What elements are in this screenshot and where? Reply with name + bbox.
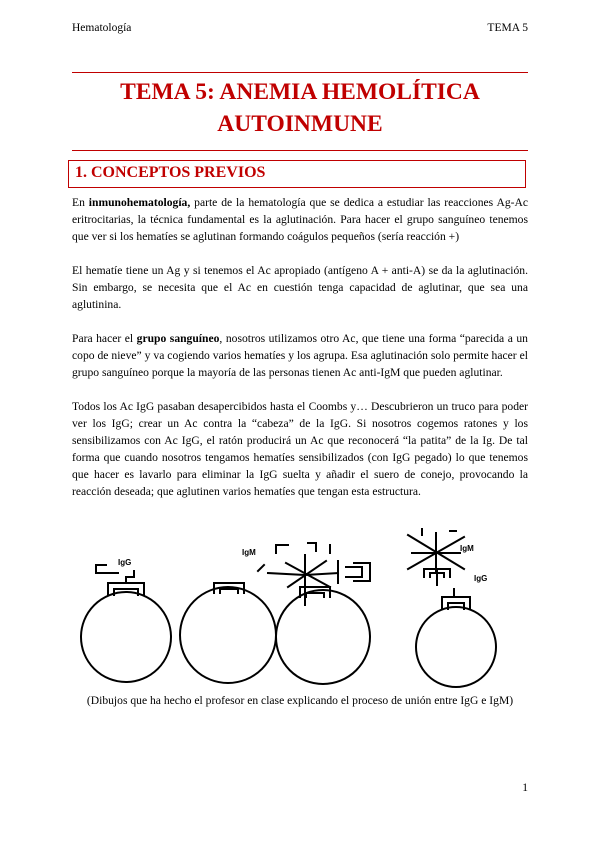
label-igm-3: IgM: [460, 544, 474, 553]
igg-antibody-3-upper: [424, 569, 450, 585]
figure-caption: (Dibujos que ha hecho el profesor en clase explicando el proceso de unión entre IgG e IgM): [86, 694, 514, 707]
igm-antibody-3: [408, 529, 464, 573]
running-header-left: Hematología: [72, 22, 132, 34]
red-cell-3: [416, 607, 496, 687]
p1-post: parte de la hematología que se dedica a estudiar las reacciones Ag-Ac eritrocitarias, la técnica fundamental es la aglutinación. Para hacer el grupo sanguíneo tenemos que ver si los hematíes se aglutinan formando coágulos pequeños (sería reacción +): [72, 196, 528, 243]
title-line-2: AUTOINMUNE: [217, 111, 383, 137]
igg-antibody-1: [96, 565, 144, 595]
red-cell-2b: [276, 590, 370, 684]
antibody-drawings-svg: [68, 525, 530, 690]
title-rule-top: [72, 72, 528, 73]
paragraph-1: [72, 194, 528, 245]
paragraph-2: El hematíe tiene un Ag y si tenemos el Ac apropiado (antígeno A + anti-A) se da la aglutinación. Sin embargo, se necesita que el Ac en cuestión tenga capacidad de aglutinar, que sea una aglutinina.: [72, 264, 528, 311]
red-cell-1: [81, 592, 171, 682]
p3-post: , nosotros utilizamos otro Ac, que tiene una forma “parecida a un copo de nieve” y va cogiendo varios hematíes y los agrupa. Esa aglutinación solo permite hacer el grupo sanguíneo porque la mayoría de las personas tienen Ac anti-IgM que pueden aglutinar.: [72, 332, 528, 379]
p3-bold-term: grupo sanguíneo: [136, 332, 220, 345]
section-heading-box: [68, 160, 526, 188]
title-line-1: TEMA 5: ANEMIA HEMOLÍTICA: [120, 79, 480, 105]
title-rule-bottom: [72, 150, 528, 151]
page-number: 1: [522, 782, 528, 794]
running-header-right: TEMA 5: [487, 22, 528, 34]
body-text: [72, 194, 528, 517]
page-title: [72, 76, 528, 140]
section-title: 1. CONCEPTOS PREVIOS: [75, 164, 266, 181]
label-igg-3: IgG: [474, 574, 488, 583]
antibody-drawings-figure: [68, 525, 530, 690]
label-igg-1: IgG: [118, 558, 132, 567]
p1-bold-term: inmunohematología,: [88, 196, 191, 209]
paragraph-3: [72, 330, 528, 381]
paragraph-4: Todos los Ac IgG pasaban desapercibidos hasta el Coombs y… Descubrieron un truco para poder ver los IgG; crear un Ac contra la “cabeza” de la IgG. Si nosotros cogemos ratones y los sensibilizamos con Ac IgG, el ratón producirá un Ac que reconocerá “la patita” de la Ig. De tal forma que cuando nosotros tengamos hematíes sensibilizados (con IgG pegado) lo que tenemos que hacer es lavarlo para eliminar la IgG suelta y añadir el suero de conejo, provocando la reacción deseada; que aglutinen varios hematíes que tengan esta estructura.: [72, 400, 528, 498]
label-igm-2: IgM: [242, 548, 256, 557]
p3-pre: Para hacer el: [72, 332, 137, 345]
red-cell-2a: [180, 587, 276, 683]
igm-antibody-2: [258, 543, 370, 605]
p1-pre: En: [72, 196, 89, 209]
